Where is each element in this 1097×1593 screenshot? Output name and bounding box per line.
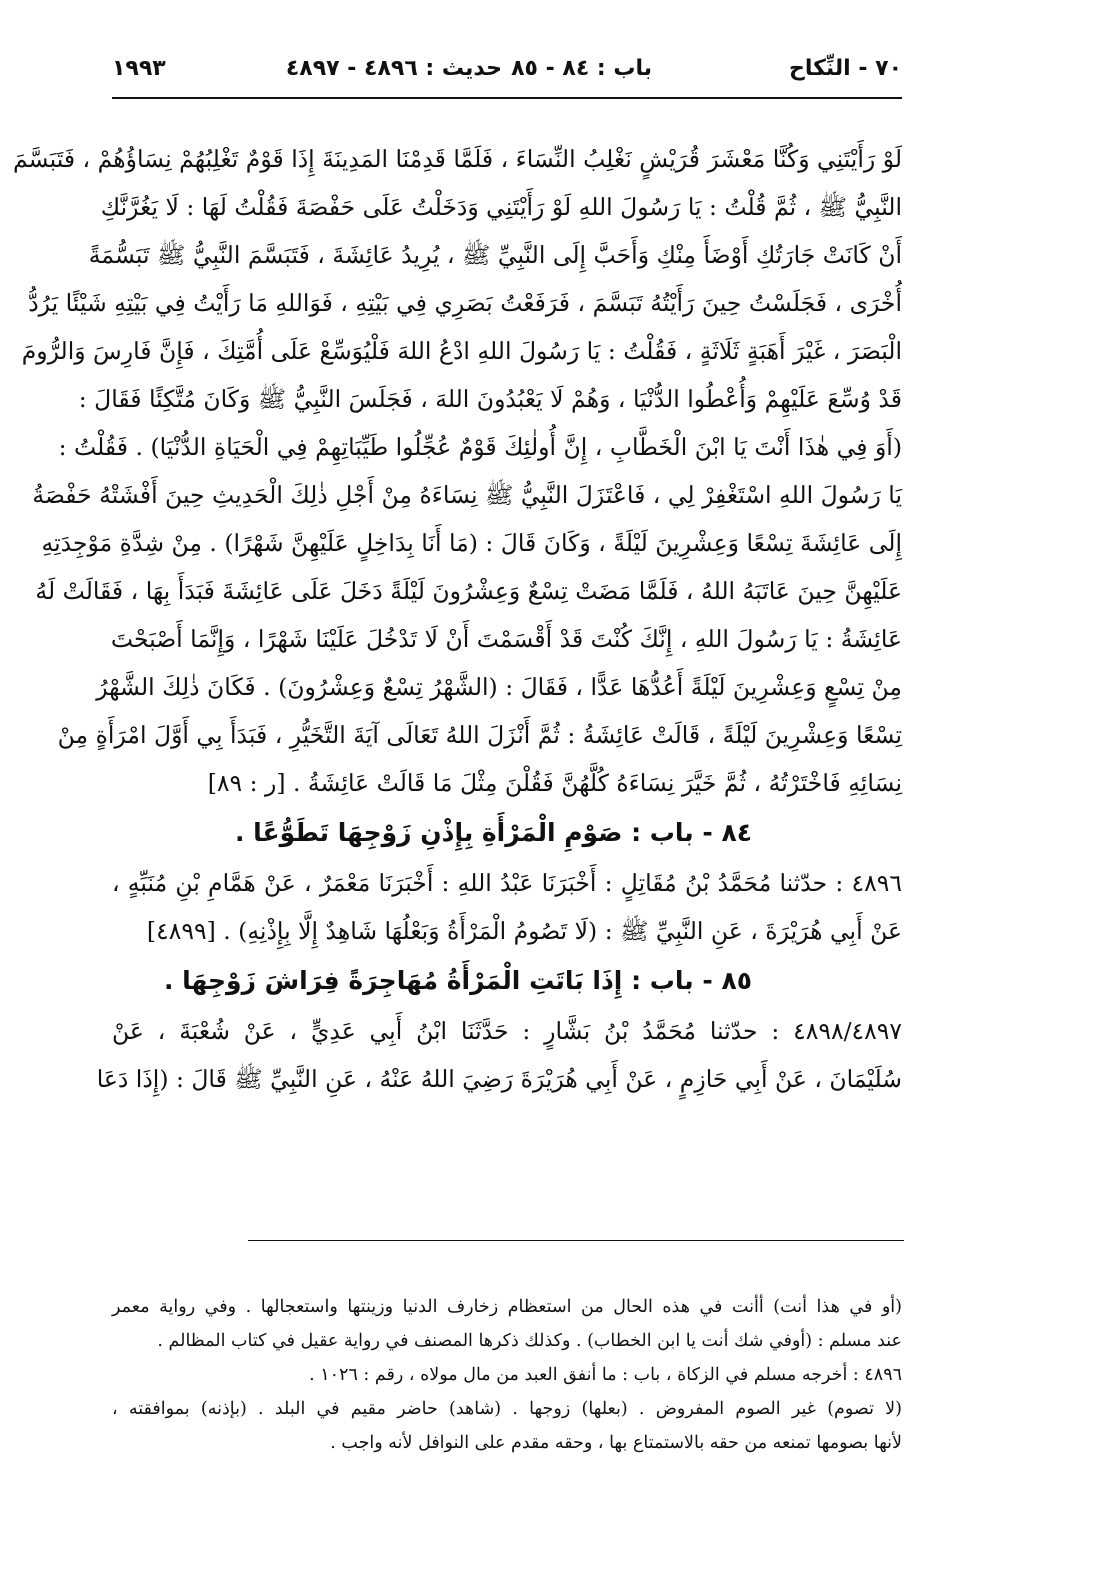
text-line: أَنْ كَانَتْ جَارَتُكِ أَوْضَأَ مِنْكِ وَأَحَبَّ إِلَى النَّبِيِّ ﷺ ، يُرِيدُ عَائِشَةَ ، فَتَبَسَّمَ النَّبِيُّ ﷺ تَبَسُّمَةً [88,241,902,269]
text-line: أُخْرَى ، فَجَلَسْتُ حِينَ رَأَيْتُهُ تَبَسَّمَ ، فَرَفَعْتُ بَصَرِي فِي بَيْتِهِ ، فَوَاللهِ مَا رَأَيْتُ فِي بَيْتِهِ شَيْئًا يَرُدُّ [28,289,902,317]
text-line: مِنْ تِسْعٍ وَعِشْرِينَ لَيْلَةً أَعُدُّهَا عَدًّا ، فَقَالَ : (الشَّهْرُ تِسْعٌ وَعِشْرُونَ) . فَكَانَ ذٰلِكَ الشَّهْرُ [96,673,902,701]
footnote-line: ٤٨٩٦ : أخرجه مسلم في الزكاة ، باب : ما أنفق العبد من مال مولاه ، رقم : ١٠٢٦ . [309,1365,902,1385]
chapter-title: ٧٠ - النِّكاح [788,56,902,81]
main-text [13,135,902,1103]
text-line: النَّبِيُّ ﷺ ، ثُمَّ قُلْتُ : يَا رَسُولَ اللهِ لَوْ رَأَيْتَنِي وَدَخَلْتُ عَلَى حَفْصَةَ فَقُلْتُ لَهَا : لَا يَغُرَّنَّكِ [100,193,902,221]
hadith-4896-line: ٤٨٩٦ : حدّثنا مُحَمَّدُ بْنُ مُقَاتِلٍ : أَخْبَرَنَا عَبْدُ اللهِ : أَخْبَرَنَا مَعْمَرٌ ، عَنْ هَمَّامِ بْنِ مُنَبِّهٍ ، [112,869,902,897]
footnote-line: (أو في هذا أنت) أأنت في هذه الحال من استعظام زخارف الدنيا وزينتها واستعجالها . وفي رواية معمر [112,1297,902,1317]
footnote-line: (لا تصوم) غير الصوم المفروض . (بعلها) زوجها . (شاهد) حاضر مقيم في البلد . (بإذنه) بموافقته ، [112,1399,902,1419]
footnotes [112,1290,902,1460]
running-header [112,50,902,94]
text-line: عَائِشَةُ : يَا رَسُولَ اللهِ ، إِنَّكَ كُنْتَ قَدْ أَقْسَمْتَ أَنْ لَا تَدْخُلَ عَلَيْنَا شَهْرًا ، وَإِنَّمَا أَصْبَحْتَ [110,625,902,653]
hadith-4897-line: سُلَيْمَانَ ، عَنْ أَبِي حَازِمٍ ، عَنْ أَبِي هُرَيْرَةَ رَضِيَ اللهُ عَنْهُ ، عَنِ النَّبِيِّ ﷺ قَالَ : (إِذَا دَعَا [96,1065,902,1093]
page-number: ١٩٩٣ [112,56,166,81]
text-line: (أَوَ فِي هٰذَا أَنْتَ يَا ابْنَ الْخَطَّابِ ، إِنَّ أُولٰئِكَ قَوْمٌ عُجِّلُوا طَيِّبَاتِهِمْ فِي الْحَيَاةِ الدُّنْيَا) . فَقُلْتُ : [58,433,902,461]
hadith-4896-line: عَنْ أَبِي هُرَيْرَةَ ، عَنِ النَّبِيِّ ﷺ : (لَا تَصُومُ الْمَرْأَةُ وَبَعْلُهَا شَاهِدٌ إِلَّا بِإِذْنِهِ) . [٤٨٩٩] [146,917,902,945]
text-line: عَلَيْهِنَّ حِينَ عَاتَبَهُ اللهُ ، فَلَمَّا مَضَتْ تِسْعٌ وَعِشْرُونَ لَيْلَةً دَخَلَ عَلَى عَائِشَةَ فَبَدَأَ بِهَا ، فَقَالَتْ لَهُ [35,577,902,605]
text-line: الْبَصَرَ ، غَيْرَ أَهَبَةٍ ثَلَاثَةٍ ، فَقُلْتُ : يَا رَسُولَ اللهِ ادْعُ اللهَ فَلْيُوَسِّعْ عَلَى أُمَّتِكَ ، فَإِنَّ فَارِسَ وَالرُّومَ [21,337,902,365]
section-range: باب : ٨٤ - ٨٥ [511,56,652,81]
chapter-heading-84: ٨٤ - باب : صَوْمِ الْمَرْأَةِ بِإِذْنِ زَوْجِهَا تَطَوُّعًا . [234,818,752,847]
text-line: إِلَى عَائِشَةَ تِسْعًا وَعِشْرِينَ لَيْلَةً ، وَكَانَ قَالَ : (مَا أَنَا بِدَاخِلٍ عَلَيْهِنَّ شَهْرًا) . مِنْ شِدَّةِ مَوْجِدَتِهِ [41,529,902,557]
footnote-line: لأنها بصومها تمنعه من حقه بالاستمتاع بها ، وحقه مقدم على النوافل لأنه واجب . [330,1433,902,1453]
footnote-line: عند مسلم : (أوفي شك أنت يا ابن الخطاب) . وكذلك ذكرها المصنف في رواية عقيل في كتاب المظالم . [157,1331,902,1351]
footnote-separator [248,1240,904,1241]
text-line: تِسْعًا وَعِشْرِينَ لَيْلَةً ، قَالَتْ عَائِشَةُ : ثُمَّ أَنْزَلَ اللهُ تَعَالَى آيَةَ التَّخَيُّرِ ، فَبَدَأَ بِي أَوَّلَ امْرَأَةٍ مِنْ [57,721,902,749]
hadith-range: حديث : ٤٨٩٦ - ٤٨٩٧ [285,56,502,81]
text-line: نِسَائِهِ فَاخْتَرْتُهُ ، ثُمَّ خَيَّرَ نِسَاءَهُ كُلَّهُنَّ فَقُلْنَ مِثْلَ مَا قَالَتْ عَائِشَةُ . [ر : ٨٩] [207,769,902,797]
text-line: لَوْ رَأَيْتَنِي وَكُنَّا مَعْشَرَ قُرَيْشٍ نَغْلِبُ النِّسَاءَ ، فَلَمَّا قَدِمْنَا المَدِينَةَ إِذَا قَوْمٌ تَغْلِبُهُمْ نِسَاؤُهُمْ ، فَتَبَسَّمَ [13,145,902,173]
header-rule [112,97,902,99]
hadith-4897-line: ٤٨٩٨/٤٨٩٧ : حدّثنا مُحَمَّدُ بْنُ بَشَّارٍ : حَدَّثَنَا ابْنُ أَبِي عَدِيٍّ ، عَنْ شُعْبَةَ ، عَنْ [112,1017,902,1045]
chapter-heading-85: ٨٥ - باب : إِذَا بَاتَتِ الْمَرْأَةُ مُهَاجِرَةً فِرَاشَ زَوْجِهَا . [163,966,752,995]
text-line: قَدْ وُسِّعَ عَلَيْهِمْ وَأُعْطُوا الدُّنْيَا ، وَهُمْ لَا يَعْبُدُونَ اللهَ ، فَجَلَسَ النَّبِيُّ ﷺ وَكَانَ مُتَّكِئًا فَقَالَ : [78,385,902,413]
text-line: يَا رَسُولَ اللهِ اسْتَغْفِرْ لِي ، فَاعْتَزَلَ النَّبِيُّ ﷺ نِسَاءَهُ مِنْ أَجْلِ ذٰلِكَ الْحَدِيثِ حِينَ أَفْشَتْهُ حَفْصَةُ [32,481,902,509]
